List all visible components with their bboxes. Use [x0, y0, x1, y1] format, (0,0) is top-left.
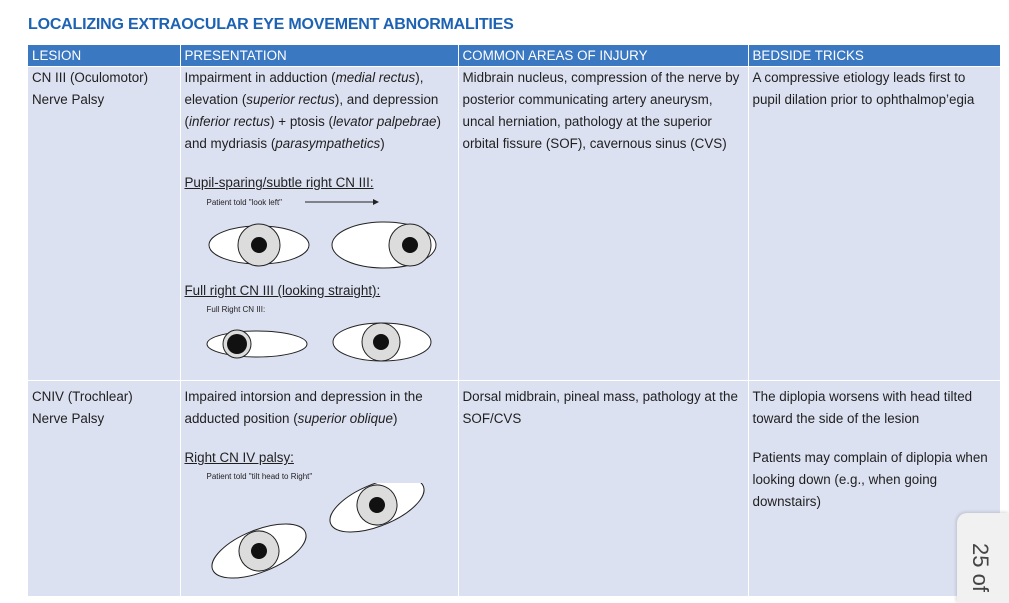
tricks-text: The diplopia worsens with head tilted toward the side of the lesion: [752, 389, 973, 426]
right-eye-icon: [332, 222, 436, 268]
eyes-full-cn3-illustration: [185, 316, 455, 366]
tricks-text: Patients may complain of diplopia when looking down (e.g., when going downstairs): [752, 450, 988, 509]
header-tricks: BEDSIDE TRICKS: [748, 45, 1000, 67]
table-row: [28, 67, 1000, 381]
left-eye-icon: [207, 330, 307, 358]
table-row: [28, 381, 1000, 597]
eye-movement-table: [28, 45, 1000, 596]
areas-cell: [458, 67, 748, 381]
presentation-text: Impairment in adduction (medial rectus), elevation (superior rectus), and depression (inferior rectus) + ptosis (levator palpebrae) and mydriasis (parasympathetics): [184, 70, 441, 151]
page-title: LOCALIZING EXTRAOCULAR EYE MOVEMENT ABNORMALITIES: [28, 16, 514, 33]
tricks-text: A compressive etiology leads first to pupil dilation prior to ophthalmop’egia: [752, 70, 975, 107]
right-eye-icon: [333, 323, 431, 361]
arrow-right-icon: [303, 197, 383, 207]
eyes-cn4-illustration: [185, 483, 455, 583]
areas-text: Midbrain nucleus, compression of the nerve by posterior communicating artery aneurysm, uncal herniation, pathology at the superior orbital fissure (SOF), cavernous sinus (CVS): [462, 70, 740, 151]
eyes-look-left-illustration: [185, 214, 455, 276]
page-indicator[interactable]: [957, 513, 1009, 603]
figure-note-look-left: Patient told "look left": [206, 198, 282, 207]
page-indicator-label: 25 of: [968, 543, 993, 592]
lesion-cell: [28, 381, 180, 597]
presentation-cell: [180, 381, 458, 597]
figure-heading-pupil-sparing: Pupil-sparing/subtle right CN III:: [184, 175, 374, 190]
figure-heading-full-cn3: Full right CN III (looking straight):: [184, 283, 381, 298]
lesion-cell: [28, 67, 180, 381]
header-presentation: PRESENTATION: [180, 45, 458, 67]
header-lesion: LESION: [28, 45, 180, 67]
header-areas: COMMON AREAS OF INJURY: [458, 45, 748, 67]
left-eye-icon: [209, 224, 309, 266]
areas-cell: [458, 381, 748, 597]
tricks-cell: [748, 67, 1000, 381]
lesion-name: CN III (Oculomotor): [32, 70, 149, 85]
lesion-type: Nerve Palsy: [32, 411, 105, 426]
table-header-row: [28, 45, 1000, 67]
lesion-name: CNIV (Trochlear): [32, 389, 133, 404]
presentation-cell: [180, 67, 458, 381]
presentation-text: Impaired intorsion and depression in the adducted position (superior oblique): [184, 389, 423, 426]
figure-note-full-cn3: Full Right CN III:: [206, 305, 266, 314]
figure-note-tilt-head: Patient told "tilt head to Right": [206, 472, 313, 481]
areas-text: Dorsal midbrain, pineal mass, pathology at the SOF/CVS: [462, 389, 738, 426]
lesion-type: Nerve Palsy: [32, 92, 105, 107]
left-eye-icon: [204, 513, 312, 583]
figure-heading-cn4: Right CN IV palsy:: [184, 450, 294, 465]
right-eye-icon: [322, 483, 430, 543]
